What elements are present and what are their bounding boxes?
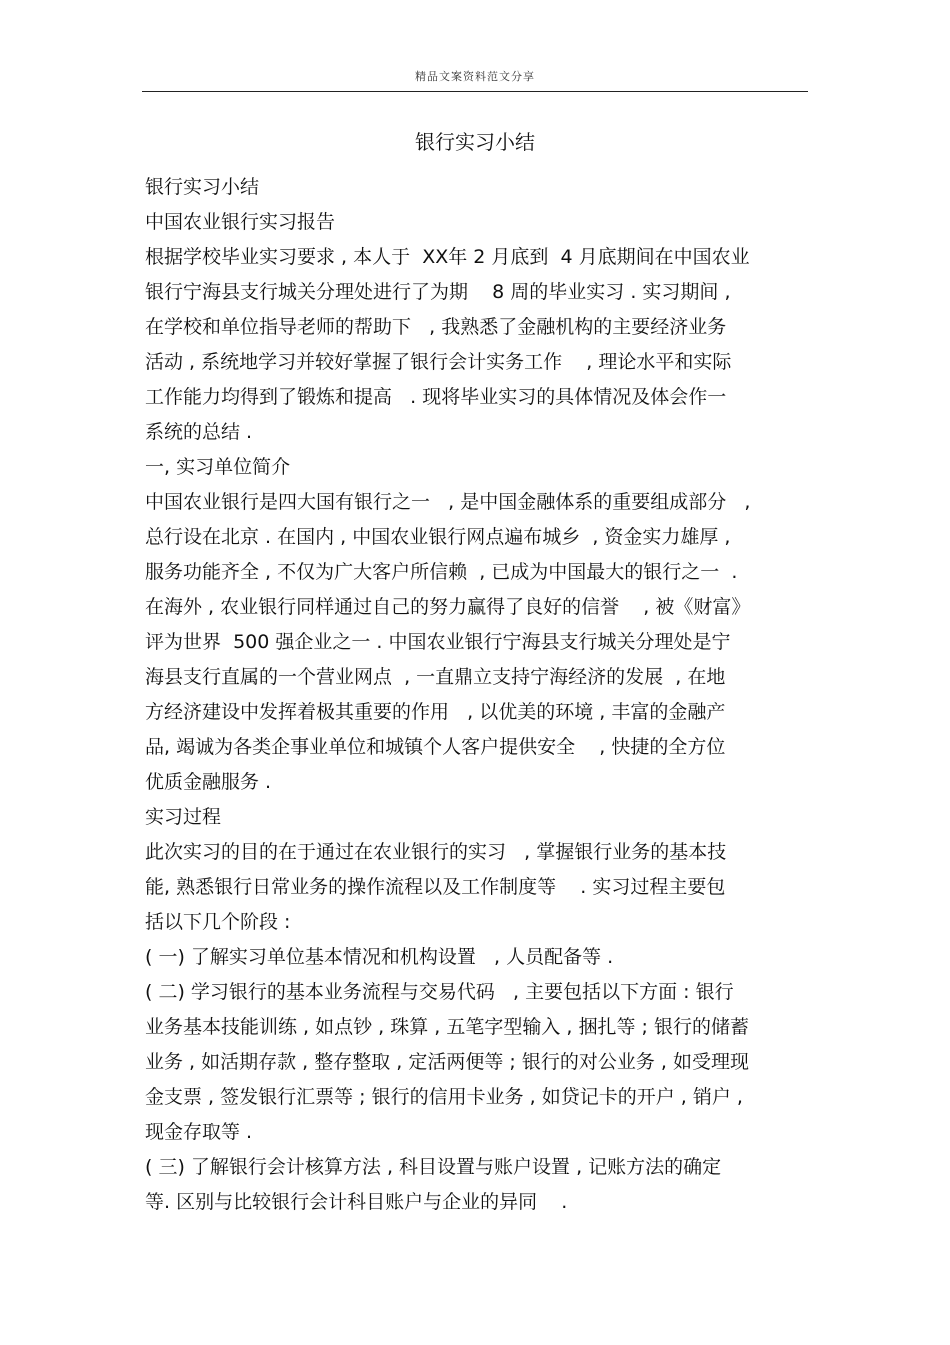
- text-line: 在海外 , 农业银行同样通过自己的努力赢得了良好的信誉 , 被《财富》: [145, 596, 751, 618]
- text-line: 品, 竭诚为各类企事业单位和城镇个人客户提供安全 , 快捷的全方位: [145, 736, 726, 758]
- text-line: 等. 区别与比较银行会计科目账户与企业的异同 .: [145, 1191, 568, 1213]
- text-line: ( 二) 学习银行的基本业务流程与交易代码 , 主要包括以下方面 : 银行: [145, 981, 734, 1003]
- text-line: 评为世界 500 强企业之一 . 中国农业银行宁海县支行城关分理处是宁: [145, 631, 731, 653]
- text-line: 业务基本技能训练 , 如点钞 , 珠算 , 五笔字型输入 , 捆扎等 ; 银行的储蓄: [145, 1016, 749, 1038]
- header-divider: [142, 91, 808, 92]
- text-line: 工作能力均得到了锻炼和提高 . 现将毕业实习的具体情况及体会作一: [145, 386, 727, 408]
- text-line: 实习过程: [145, 806, 222, 828]
- text-line: 海县支行直属的一个营业网点 , 一直鼎立支持宁海经济的发展 , 在地: [145, 666, 726, 688]
- text-line: ( 一) 了解实习单位基本情况和机构设置 , 人员配备等 .: [145, 946, 614, 968]
- document-title: 银行实习小结: [415, 130, 535, 154]
- text-line: 现金存取等 .: [145, 1121, 253, 1143]
- document-body: [145, 170, 815, 1220]
- text-line: 活动 , 系统地学习并较好掌握了银行会计实务工作 , 理论水平和实际: [145, 351, 732, 373]
- text-line: 银行实习小结: [145, 176, 260, 198]
- text-line: 总行设在北京 . 在国内 , 中国农业银行网点遍布城乡 , 资金实力雄厚 ,: [145, 526, 731, 548]
- text-line: 一, 实习单位简介: [145, 456, 291, 478]
- text-line: 业务 , 如活期存款 , 整存整取 , 定活两便等 ; 银行的对公业务 , 如受理现: [145, 1051, 749, 1073]
- text-line: 括以下几个阶段 :: [145, 911, 291, 933]
- text-line: 此次实习的目的在于通过在农业银行的实习 , 掌握银行业务的基本技: [145, 841, 727, 863]
- text-line: 系统的总结 .: [145, 421, 253, 443]
- text-line: ( 三) 了解银行会计核算方法 , 科目设置与账户设置 , 记账方法的确定: [145, 1156, 722, 1178]
- text-line: 金支票 , 签发银行汇票等 ; 银行的信用卡业务 , 如贷记卡的开户 , 销户 ,: [145, 1086, 743, 1108]
- text-line: 能, 熟悉银行日常业务的操作流程以及工作制度等 . 实习过程主要包: [145, 876, 726, 898]
- text-line: 服务功能齐全 , 不仅为广大客户所信赖 , 已成为中国最大的银行之一 .: [145, 561, 738, 583]
- text-line: 银行宁海县支行城关分理处进行了为期 8 周的毕业实习 . 实习期间 ,: [145, 281, 731, 303]
- text-line: 优质金融服务 .: [145, 771, 272, 793]
- page-header: 精品文案资料范文分享: [415, 70, 535, 83]
- text-line: 中国农业银行实习报告: [145, 211, 336, 233]
- text-line: 根据学校毕业实习要求 , 本人于 XX年 2 月底到 4 月底期间在中国农业: [145, 246, 750, 268]
- text-line: 在学校和单位指导老师的帮助下 , 我熟悉了金融机构的主要经济业务: [145, 316, 727, 338]
- text-line: 中国农业银行是四大国有银行之一 , 是中国金融体系的重要组成部分 ,: [145, 491, 751, 513]
- text-line: 方经济建设中发挥着极其重要的作用 , 以优美的环境 , 丰富的金融产: [145, 701, 726, 723]
